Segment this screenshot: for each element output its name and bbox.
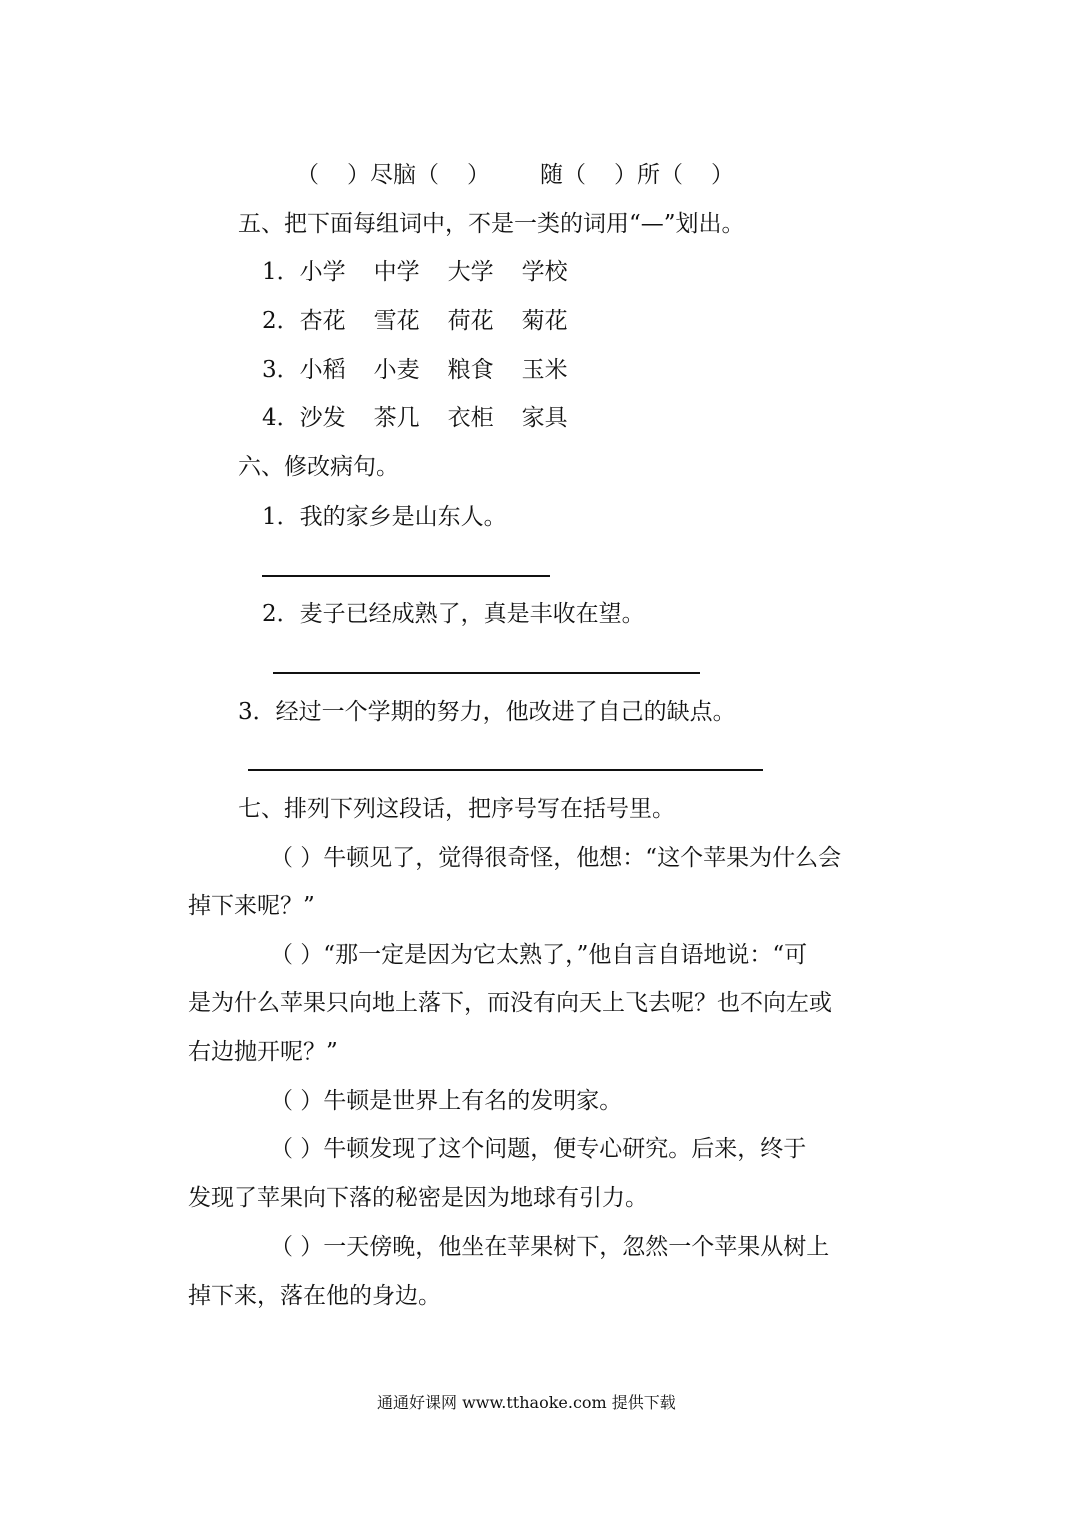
idiom-char: 所 (637, 162, 660, 188)
bracket-close: ） (467, 162, 490, 188)
word: 衣柜 (447, 405, 494, 431)
answer-line-3[interactable] (248, 769, 763, 771)
word: 荷花 (447, 308, 494, 334)
bracket-close: ） (614, 162, 637, 188)
idiom-char: 随 (540, 162, 563, 188)
group-number: 2． (262, 308, 300, 334)
passage-line: （ ）牛顿见了，觉得很奇怪，他想：“这个苹果为什么会 (270, 845, 842, 871)
section6-heading: 六、修改病句。 (238, 454, 399, 480)
passage-line: 右边抛开呢？” (188, 1039, 338, 1065)
passage-line: （ ）牛顿是世界上有名的发明家。 (270, 1088, 623, 1114)
word: 小麦 (373, 357, 420, 383)
bracket-open: （ (563, 162, 586, 188)
group-number: 4． (262, 405, 300, 431)
word: 沙发 (299, 405, 346, 431)
bracket-close: ） (347, 162, 370, 188)
bracket-close: ） (711, 162, 734, 188)
answer-line-2[interactable] (273, 672, 700, 674)
sentence-3: 3．经过一个学期的努力，他改进了自己的缺点。 (238, 699, 736, 725)
group-number: 3． (262, 357, 300, 383)
word: 家具 (521, 405, 568, 431)
section5-heading: 五、把下面每组词中，不是一类的词用“—”划出。 (238, 211, 745, 237)
passage-line: （ ）“那一定是因为它太熟了，”他自言自语地说：“可 (270, 942, 808, 968)
word-group-3 (262, 355, 568, 385)
section7-heading: 七、排列下列这段话，把序号写在括号里。 (238, 796, 675, 822)
passage-line: 发现了苹果向下落的秘密是因为地球有引力。 (188, 1185, 648, 1211)
word-group-1 (262, 257, 568, 287)
word: 粮食 (447, 357, 494, 383)
sentence-1: 1．我的家乡是山东人。 (262, 504, 507, 530)
word-group-2 (262, 306, 568, 336)
passage-line: （ ）一天傍晚，他坐在苹果树下，忽然一个苹果从树上 (270, 1234, 830, 1260)
bracket-open: （ (660, 162, 683, 188)
footer-credit: 通通好课网 www.tthaoke.com 提供下载 (377, 1393, 676, 1412)
passage-line: 掉下来呢？” (188, 893, 315, 919)
word: 雪花 (373, 308, 420, 334)
word: 杏花 (299, 308, 346, 334)
group-number: 1． (262, 259, 300, 285)
idiom-char: 尽脑 (370, 162, 416, 188)
word: 大学 (447, 259, 494, 285)
word: 菊花 (521, 308, 568, 334)
word: 学校 (521, 259, 568, 285)
word: 小稻 (299, 357, 346, 383)
passage-line: （ ）牛顿发现了这个问题，便专心研究。后来，终于 (270, 1136, 807, 1162)
word: 玉米 (521, 357, 568, 383)
sentence-2: 2．麦子已经成熟了，真是丰收在望。 (262, 601, 645, 627)
word: 中学 (373, 259, 420, 285)
bracket-open: （ (416, 162, 439, 188)
bracket-open: （ (296, 162, 319, 188)
passage-line: 是为什么苹果只向地上落下，而没有向天上飞去呢？也不向左或 (188, 990, 832, 1016)
answer-line-1[interactable] (262, 575, 550, 577)
word: 小学 (299, 259, 346, 285)
word-group-4 (262, 403, 568, 433)
passage-line: 掉下来，落在他的身边。 (188, 1283, 441, 1309)
idiom-fill-row (296, 160, 734, 190)
word: 茶几 (373, 405, 420, 431)
